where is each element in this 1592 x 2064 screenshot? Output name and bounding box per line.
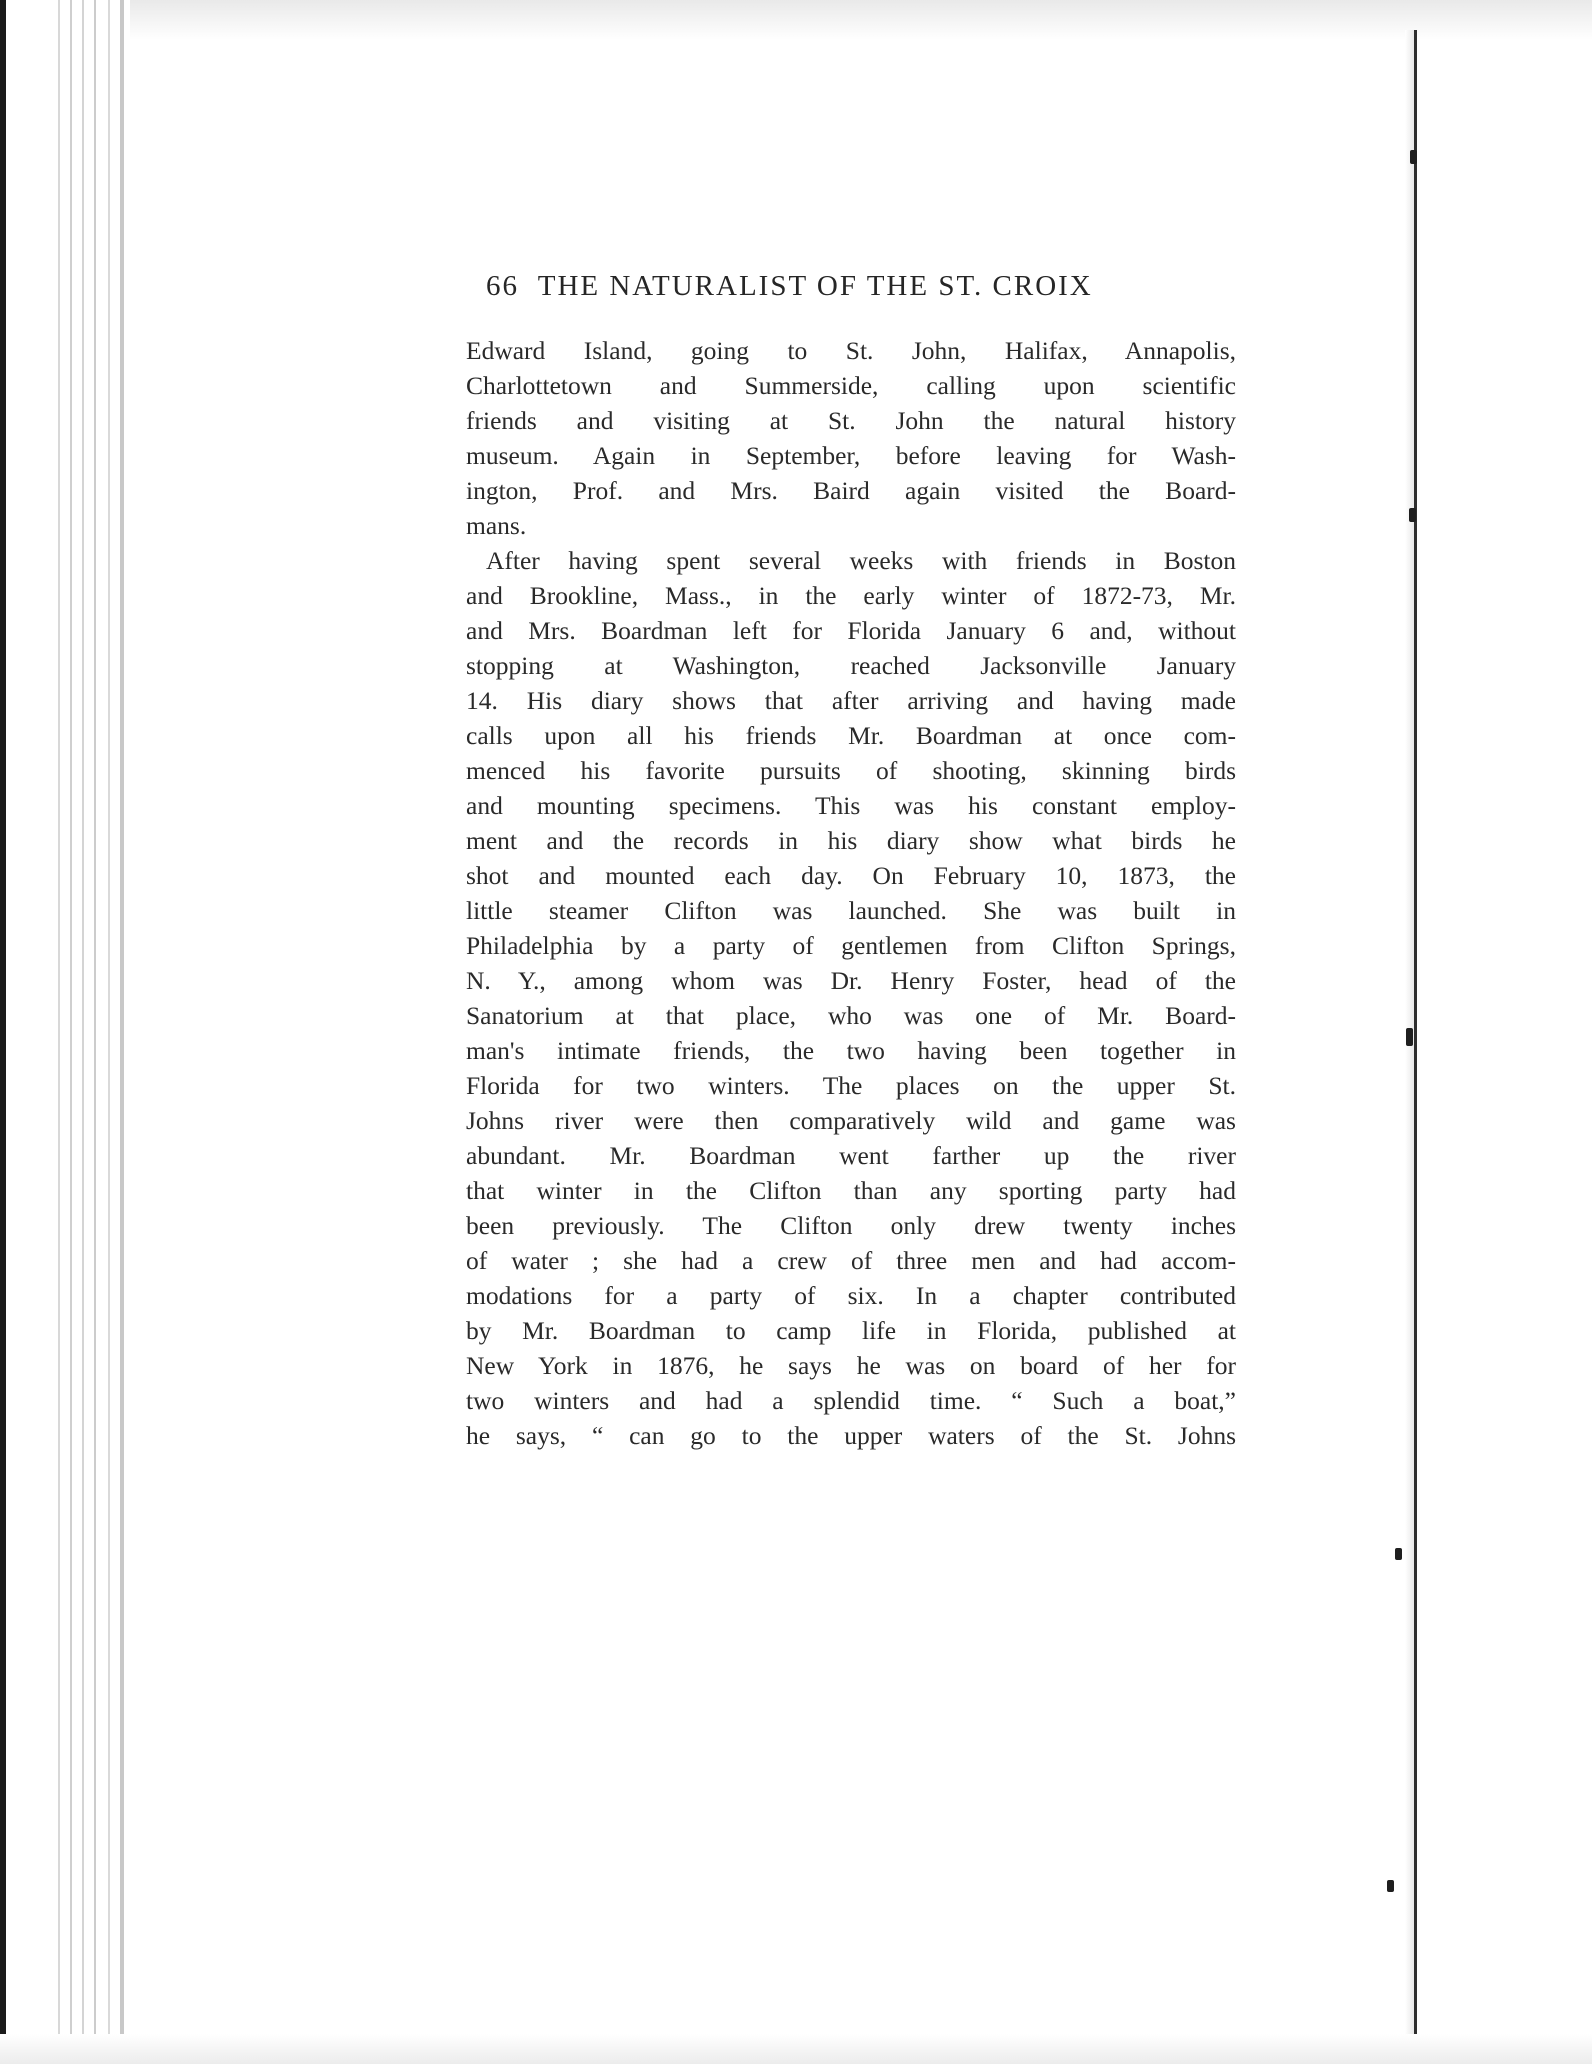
text-line: and Brookline, Mass., in the early winter of 1872-73, Mr. bbox=[466, 581, 1236, 610]
text-line: Philadelphia by a party of gentlemen from Clifton Springs, bbox=[466, 931, 1236, 960]
gutter-mark bbox=[1387, 1880, 1394, 1892]
text-line: ment and the records in his diary show what birds he bbox=[466, 826, 1236, 855]
gutter-mark bbox=[1409, 508, 1416, 522]
text-line: Charlottetown and Summerside, calling upon scientific bbox=[466, 371, 1236, 400]
paragraph bbox=[466, 333, 1236, 543]
text-line: Sanatorium at that place, who was one of Mr. Board- bbox=[466, 1001, 1236, 1030]
text-line: museum. Again in September, before leaving for Wash- bbox=[466, 441, 1236, 470]
text-line: two winters and had a splendid time. “ Such a boat,” bbox=[466, 1386, 1236, 1415]
text-line: calls upon all his friends Mr. Boardman at once com- bbox=[466, 721, 1236, 750]
book-page-edges bbox=[0, 0, 130, 2064]
text-line: modations for a party of six. In a chapter contributed bbox=[466, 1281, 1236, 1310]
book-page bbox=[466, 270, 1236, 1453]
text-line: he says, “ can go to the upper waters of the St. Johns bbox=[466, 1421, 1236, 1450]
text-line: Edward Island, going to St. John, Halifax, Annapolis, bbox=[466, 336, 1236, 365]
text-line: been previously. The Clifton only drew twenty inches bbox=[466, 1211, 1236, 1240]
gutter-mark bbox=[1406, 1028, 1413, 1046]
scan-bottom-shadow bbox=[0, 2034, 1592, 2064]
page-number: 66 bbox=[486, 270, 519, 302]
text-line: Florida for two winters. The places on the upper St. bbox=[466, 1071, 1236, 1100]
running-head-title: THE NATURALIST OF THE ST. CROIX bbox=[537, 270, 1093, 302]
text-line: man's intimate friends, the two having been together in bbox=[466, 1036, 1236, 1065]
text-line: friends and visiting at St. John the natural history bbox=[466, 406, 1236, 435]
paragraph bbox=[466, 543, 1236, 1453]
text-line: After having spent several weeks with friends in Boston bbox=[486, 546, 1236, 575]
book-gutter-line bbox=[1414, 30, 1417, 2034]
text-line: stopping at Washington, reached Jacksonville January bbox=[466, 651, 1236, 680]
text-line: mans. bbox=[466, 511, 527, 540]
text-line: little steamer Clifton was launched. She was built in bbox=[466, 896, 1236, 925]
text-line: shot and mounted each day. On February 10, 1873, the bbox=[466, 861, 1236, 890]
text-line: 14. His diary shows that after arriving and having made bbox=[466, 686, 1236, 715]
text-line: abundant. Mr. Boardman went farther up the river bbox=[466, 1141, 1236, 1170]
running-head bbox=[486, 270, 1236, 303]
text-line: of water ; she had a crew of three men and had accom- bbox=[466, 1246, 1236, 1275]
text-line: Johns river were then comparatively wild and game was bbox=[466, 1106, 1236, 1135]
text-line: N. Y., among whom was Dr. Henry Foster, head of the bbox=[466, 966, 1236, 995]
text-line: by Mr. Boardman to camp life in Florida, published at bbox=[466, 1316, 1236, 1345]
text-line: ington, Prof. and Mrs. Baird again visited the Board- bbox=[466, 476, 1236, 505]
scan-top-shadow bbox=[0, 0, 1592, 40]
gutter-mark bbox=[1395, 1548, 1402, 1560]
text-line: that winter in the Clifton than any sporting party had bbox=[466, 1176, 1236, 1205]
text-line: menced his favorite pursuits of shooting, skinning birds bbox=[466, 756, 1236, 785]
text-line: and Mrs. Boardman left for Florida January 6 and, without bbox=[466, 616, 1236, 645]
text-line: and mounting specimens. This was his constant employ- bbox=[466, 791, 1236, 820]
text-line: New York in 1876, he says he was on board of her for bbox=[466, 1351, 1236, 1380]
gutter-mark bbox=[1410, 150, 1417, 164]
